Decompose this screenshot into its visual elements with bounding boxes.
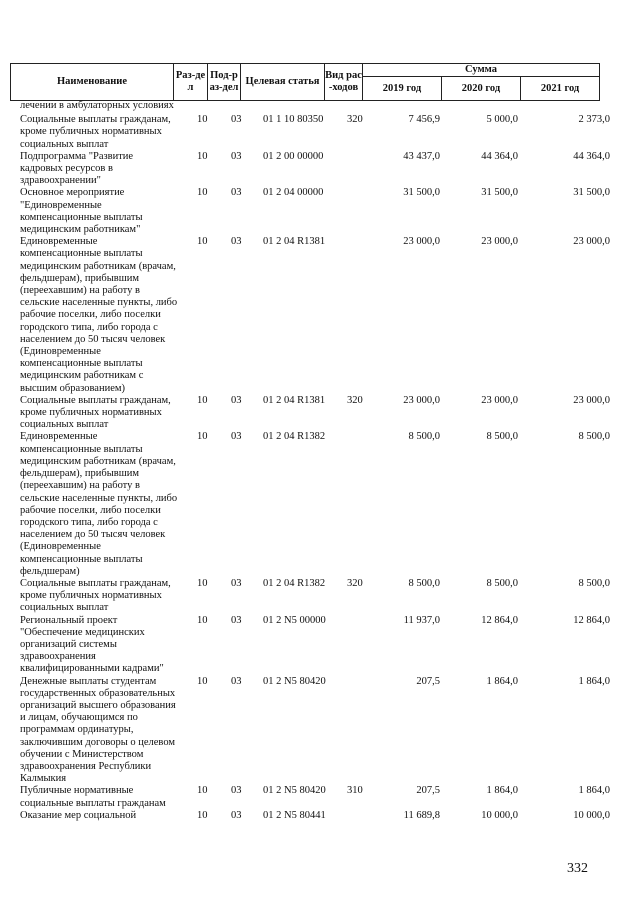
row-sum-2020: 10 000,0 [481,809,518,821]
row-type: 320 [347,577,363,589]
table-row [10,431,610,577]
row-razdel: 10 [197,577,208,589]
row-sum-2019: 8 500,0 [408,431,440,443]
row-sum-2019: 31 500,0 [403,187,440,199]
row-name: Социальные выплаты гражданам, кроме публичных нормативных социальных выплат [20,577,171,614]
row-target: 01 2 04 R1382 [263,431,326,443]
row-name: Социальные выплаты гражданам, кроме публичных нормативных социальных выплат [20,394,171,431]
row-sum-2020: 8 500,0 [486,577,518,589]
table-row [10,151,610,188]
row-sum-2019: 43 437,0 [403,150,440,162]
row-razdel: 10 [197,614,208,626]
header-2021: 2021 год [521,77,600,101]
row-podrazdel: 03 [231,785,242,797]
row-sum-2020: 8 500,0 [486,431,518,443]
row-podrazdel: 03 [231,114,242,126]
row-target: 01 2 04 R1381 [263,236,326,248]
row-sum-2021: 1 864,0 [578,675,610,687]
row-sum-2021: 1 864,0 [578,785,610,797]
row-razdel: 10 [197,150,208,162]
table-row [10,578,610,615]
row-sum-2019: 23 000,0 [403,236,440,248]
row-name: Подпрограмма "Развитие кадровых ресурсов в здравоохранении" [20,150,134,187]
row-sum-2019: 7 456,9 [408,114,440,126]
row-sum-2021: 23 000,0 [573,394,610,406]
row-sum-2019: 8 500,0 [408,577,440,589]
row-name: Единовременные компенсационные выплаты медицинским работникам (врачам, фельдшерам), прибывшим (переехавшим) на работу в сельские населенные пункты, либо рабочие поселки, либо поселки городского типа, либо города с населением до 50 тысяч человек (Единовременные компенсационные выплаты фельдшерам) [20,431,178,577]
row-sum-2020: 23 000,0 [481,236,518,248]
row-sum-2020: 1 864,0 [486,785,518,797]
row-name: Региональный проект "Обеспечение медицинских организаций системы здравоохранения квалифицированными кадрами" [20,614,164,675]
row-sum-2019: 11 689,8 [403,809,440,821]
row-name: лечении в амбулаторных условиях [20,100,174,111]
row-name: Основное мероприятие "Единовременные компенсационные выплаты медицинским работникам" [20,187,143,236]
row-podrazdel: 03 [231,431,242,443]
row-sum-2021: 31 500,0 [573,187,610,199]
row-razdel: 10 [197,114,208,126]
row-sum-2021: 8 500,0 [578,577,610,589]
row-name: Социальные выплаты гражданам, кроме публичных нормативных социальных выплат [20,114,171,150]
row-sum-2021: 8 500,0 [578,431,610,443]
row-sum-2021: 12 864,0 [573,614,610,626]
row-type: 320 [347,114,363,126]
row-target: 01 2 N5 80420 [263,785,326,797]
row-sum-2019: 23 000,0 [403,394,440,406]
row-name: Оказание мер социальной [20,809,137,821]
row-razdel: 10 [197,236,208,248]
table-row [10,810,610,822]
table-row [10,785,610,809]
header-podrazdel: Под-раз-дел [208,64,241,101]
row-podrazdel: 03 [231,809,242,821]
row-razdel: 10 [197,785,208,797]
row-razdel: 10 [197,809,208,821]
header-razdel: Раз-дел [174,64,208,101]
row-podrazdel: 03 [231,394,242,406]
row-target: 01 2 04 R1382 [263,577,326,589]
row-target: 01 2 N5 00000 [263,614,326,626]
row-podrazdel: 03 [231,614,242,626]
row-sum-2020: 1 864,0 [486,675,518,687]
row-sum-2019: 11 937,0 [403,614,440,626]
page-number: 332 [567,861,588,876]
row-name: Единовременные компенсационные выплаты медицинским работникам (врачам, фельдшерам), прибывшим (переехавшим) на работу в сельские населенные пункты, либо рабочие поселки, либо поселки городского типа, либо города с населением до 50 тысяч человек (Единовременные компенсационные выплаты медицинским работникам с высшим образованием) [20,236,178,394]
row-razdel: 10 [197,675,208,687]
row-sum-2021: 10 000,0 [573,809,610,821]
row-target: 01 2 04 00000 [263,187,324,199]
row-sum-2020: 31 500,0 [481,187,518,199]
row-sum-2020: 12 864,0 [481,614,518,626]
row-target: 01 1 10 80350 [263,114,324,126]
row-podrazdel: 03 [231,150,242,162]
row-sum-2020: 44 364,0 [481,150,518,162]
table-row [10,187,610,236]
row-name: Публичные нормативные социальные выплаты гражданам [20,785,166,809]
header-name: Наименование [11,64,174,101]
row-sum-2019: 207,5 [416,785,440,797]
table-row [10,100,610,112]
row-target: 01 2 N5 80441 [263,809,326,821]
table-row [10,676,610,786]
row-podrazdel: 03 [231,675,242,687]
row-razdel: 10 [197,431,208,443]
row-podrazdel: 03 [231,187,242,199]
row-type: 320 [347,394,363,406]
row-sum-2020: 5 000,0 [486,114,518,126]
row-razdel: 10 [197,187,208,199]
row-target: 01 2 04 R1381 [263,394,326,406]
row-razdel: 10 [197,394,208,406]
table-row [10,615,610,676]
header-type: Вид рас-ходов [325,64,363,101]
table-header [10,63,600,101]
table-row [10,114,610,151]
table-row [10,236,610,395]
table-row [10,395,610,432]
row-sum-2021: 44 364,0 [573,150,610,162]
header-target: Целевая статья [241,64,325,101]
row-target: 01 2 00 00000 [263,150,324,162]
row-sum-2021: 2 373,0 [578,114,610,126]
row-target: 01 2 N5 80420 [263,675,326,687]
row-sum-2019: 207,5 [416,675,440,687]
row-name: Денежные выплаты студентам государственных образовательных организаций высшего образования и лицам, обучающимся по программам ординатуры, заключившим договоры о целевом обучении с Министерством здравоохранения Республики Калмыкия [20,675,176,785]
row-sum-2021: 23 000,0 [573,236,610,248]
row-sum-2020: 23 000,0 [481,394,518,406]
header-2020: 2020 год [442,77,521,101]
table-body [10,100,610,822]
row-type: 310 [347,785,363,797]
header-sum: Сумма [363,64,600,77]
row-podrazdel: 03 [231,577,242,589]
header-2019: 2019 год [363,77,442,101]
row-podrazdel: 03 [231,236,242,248]
